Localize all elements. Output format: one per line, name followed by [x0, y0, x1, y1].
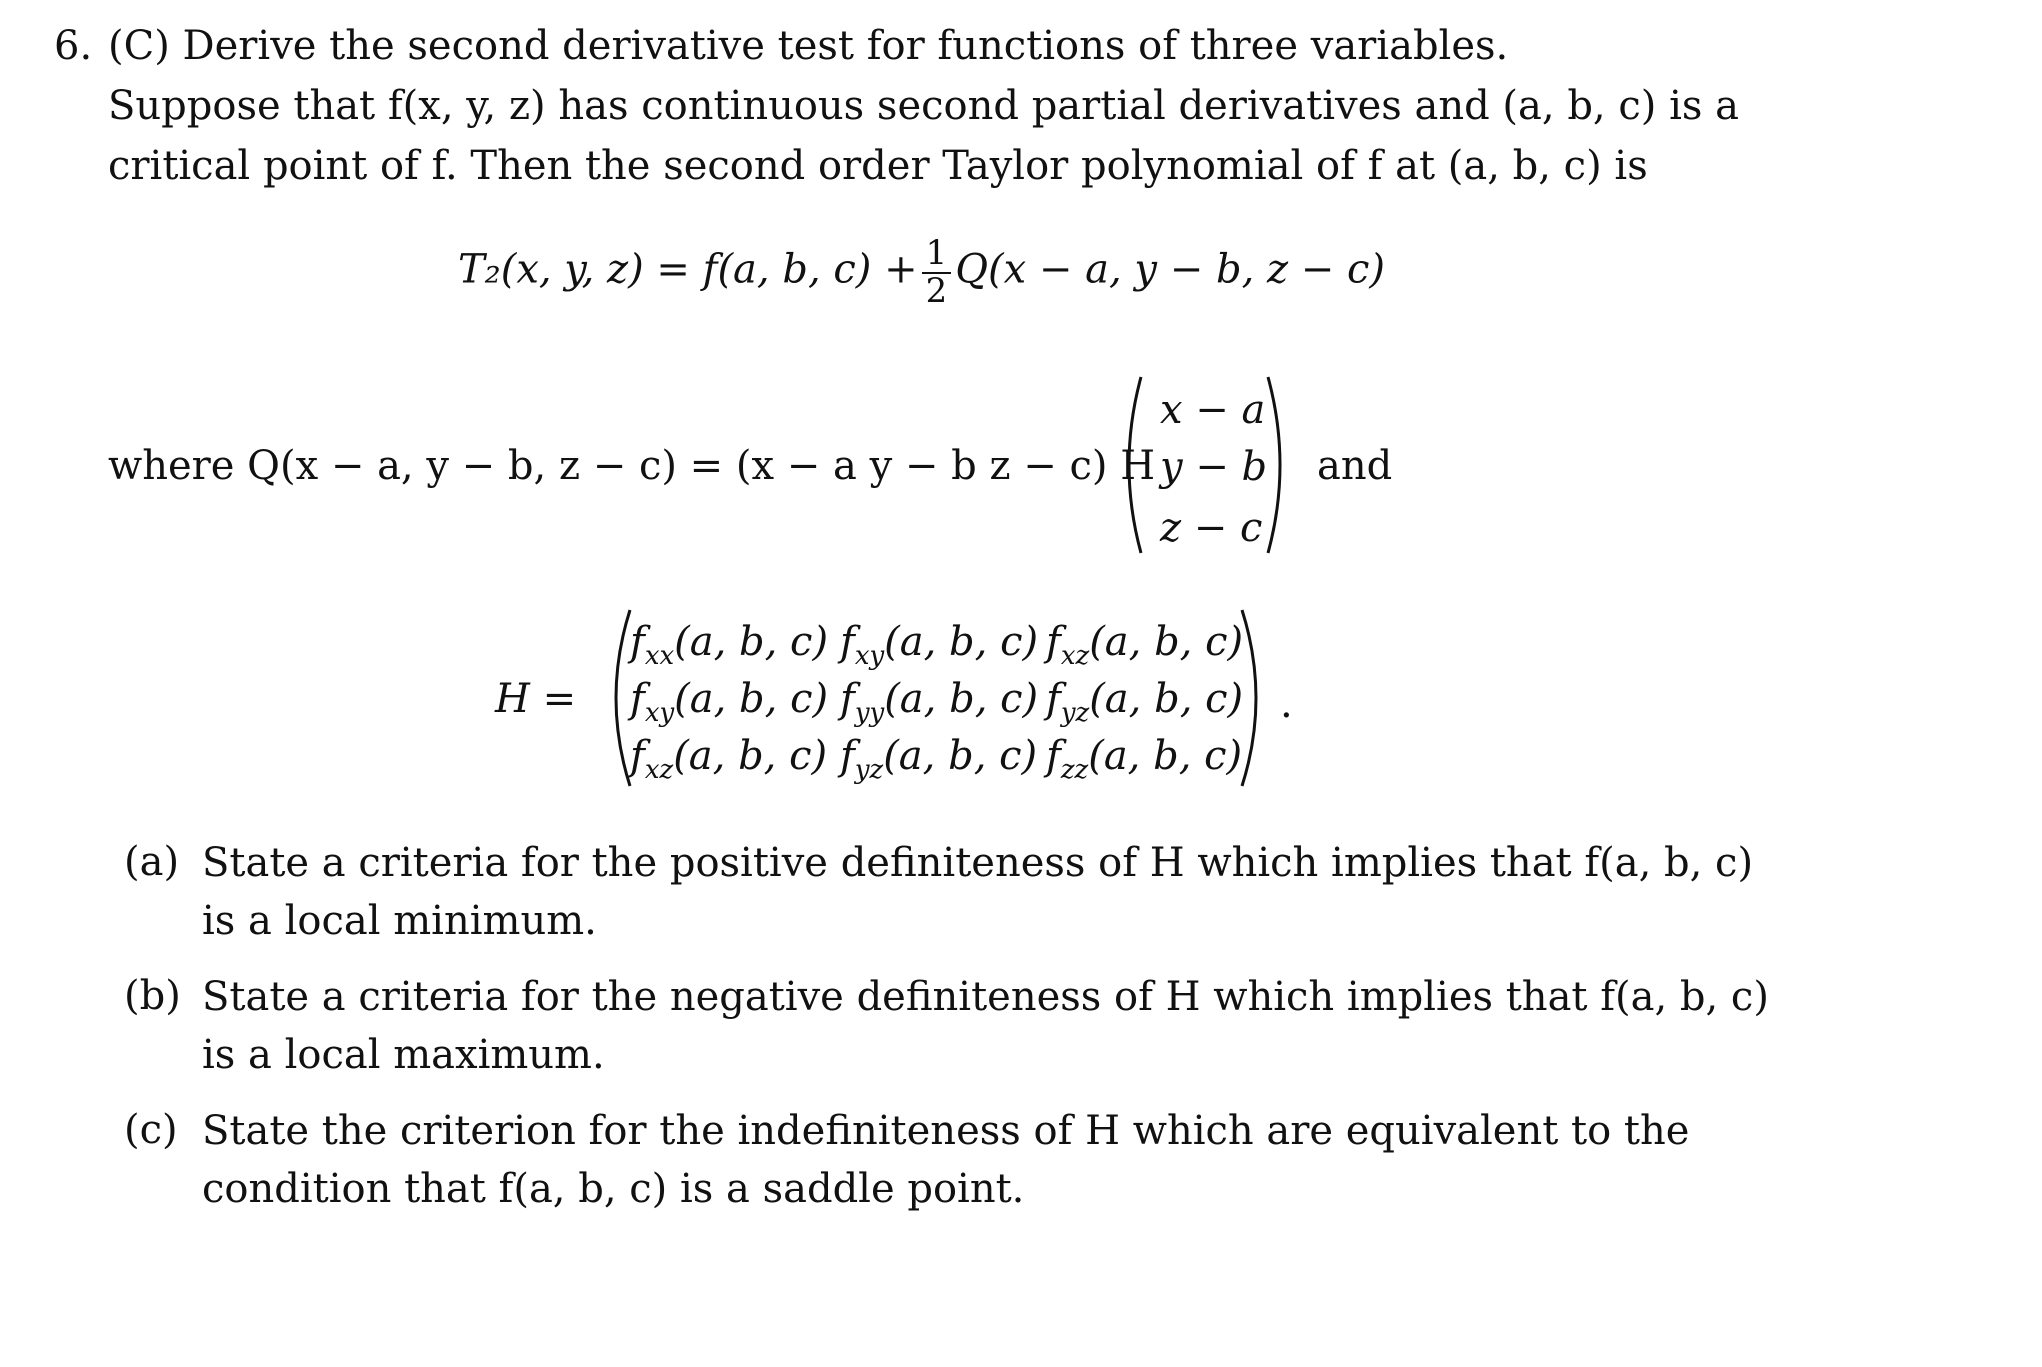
hessian-entry-subscript: yy	[854, 698, 885, 728]
quadratic-form-definition: where Q(x − a, y − b, z − c) = (x − a y − b z − c) H	[108, 443, 1156, 489]
hessian-entry-function: f	[1046, 676, 1061, 722]
taylor-lhs: T₂(x, y, z) = f(a, b, c) +	[458, 246, 918, 293]
hessian-entry-args: (a, b, c)	[673, 733, 828, 779]
hessian-entry-args: (a, b, c)	[883, 733, 1038, 779]
part-a-label: (a)	[124, 839, 180, 885]
hessian-entry	[1046, 619, 1244, 671]
intro-line-2: critical point of f. Then the second order Taylor polynomial of f at (a, b, c) is	[108, 143, 1648, 189]
hessian-entry	[840, 619, 1039, 671]
hessian-entry-function: f	[1046, 733, 1061, 779]
hessian-entry	[630, 676, 829, 728]
vector-right-paren	[1264, 375, 1294, 555]
hessian-entry	[840, 676, 1039, 728]
hessian-entry	[840, 733, 1038, 785]
part-b-text: State a criteria for the negative definiteness of H which implies that f(a, b, c) is a local maximum.	[202, 974, 1769, 1078]
hessian-entry	[1046, 676, 1244, 728]
hessian-entry-args: (a, b, c)	[884, 676, 1039, 722]
hessian-entry-args: (a, b, c)	[674, 619, 829, 665]
hessian-entry-subscript: xy	[644, 698, 675, 728]
hessian-entry-function: f	[1046, 619, 1061, 665]
hessian-entry-function: f	[630, 676, 645, 722]
vector-entry: z − c	[1160, 505, 1263, 551]
hessian-entry-args: (a, b, c)	[1089, 619, 1244, 665]
hessian-entry-subscript: yz	[1060, 698, 1090, 728]
part-c-text: State the criterion for the indefiniteness of H which are equivalent to the condition that f(a, b, c) is a saddle point.	[202, 1108, 1690, 1212]
hessian-entry	[1046, 733, 1243, 785]
hessian-entry-subscript: xy	[854, 641, 885, 671]
intro-line-1: Suppose that f(x, y, z) has continuous second partial derivatives and (a, b, c) is a	[108, 83, 1739, 129]
part-a-text: State a criteria for the positive definiteness of H which implies that f(a, b, c) is a local minimum.	[202, 840, 1754, 944]
vector-entry: y − b	[1160, 444, 1268, 490]
and-word: and	[1317, 443, 1393, 489]
problem-number: 6.	[54, 23, 93, 69]
hessian-entry-function: f	[630, 733, 645, 779]
hessian-entry-function: f	[840, 676, 855, 722]
hessian-entry-subscript: xz	[1060, 641, 1090, 671]
hessian-entry-args: (a, b, c)	[1088, 733, 1243, 779]
part-b-label: (b)	[124, 973, 181, 1019]
hessian-entry-args: (a, b, c)	[884, 619, 1039, 665]
hessian-entry	[630, 733, 828, 785]
hessian-entry-function: f	[840, 619, 855, 665]
hessian-entry-function: f	[840, 733, 855, 779]
hessian-label: H =	[495, 676, 577, 722]
vector-entry: x − a	[1160, 387, 1266, 433]
hessian-entry-args: (a, b, c)	[1089, 676, 1244, 722]
hessian-entry-function: f	[630, 619, 645, 665]
taylor-rhs: Q(x − a, y − b, z − c)	[955, 246, 1386, 293]
hessian-entry-args: (a, b, c)	[674, 676, 829, 722]
hessian-left-paren	[600, 608, 634, 788]
hessian-entry-subscript: zz	[1060, 755, 1089, 785]
hessian-entry	[630, 619, 829, 671]
hessian-end-period: .	[1280, 681, 1293, 727]
taylor-equation	[458, 233, 1386, 311]
hessian-entry-subscript: xz	[644, 755, 674, 785]
part-c-label: (c)	[124, 1107, 178, 1153]
problem-heading: (C) Derive the second derivative test for functions of three variables.	[108, 23, 1509, 69]
one-half-fraction: $\frac{1}{2}$	[922, 236, 952, 309]
hessian-entry-subscript: yz	[854, 755, 884, 785]
vector-left-paren	[1115, 375, 1145, 555]
hessian-entry-subscript: xx	[644, 641, 675, 671]
